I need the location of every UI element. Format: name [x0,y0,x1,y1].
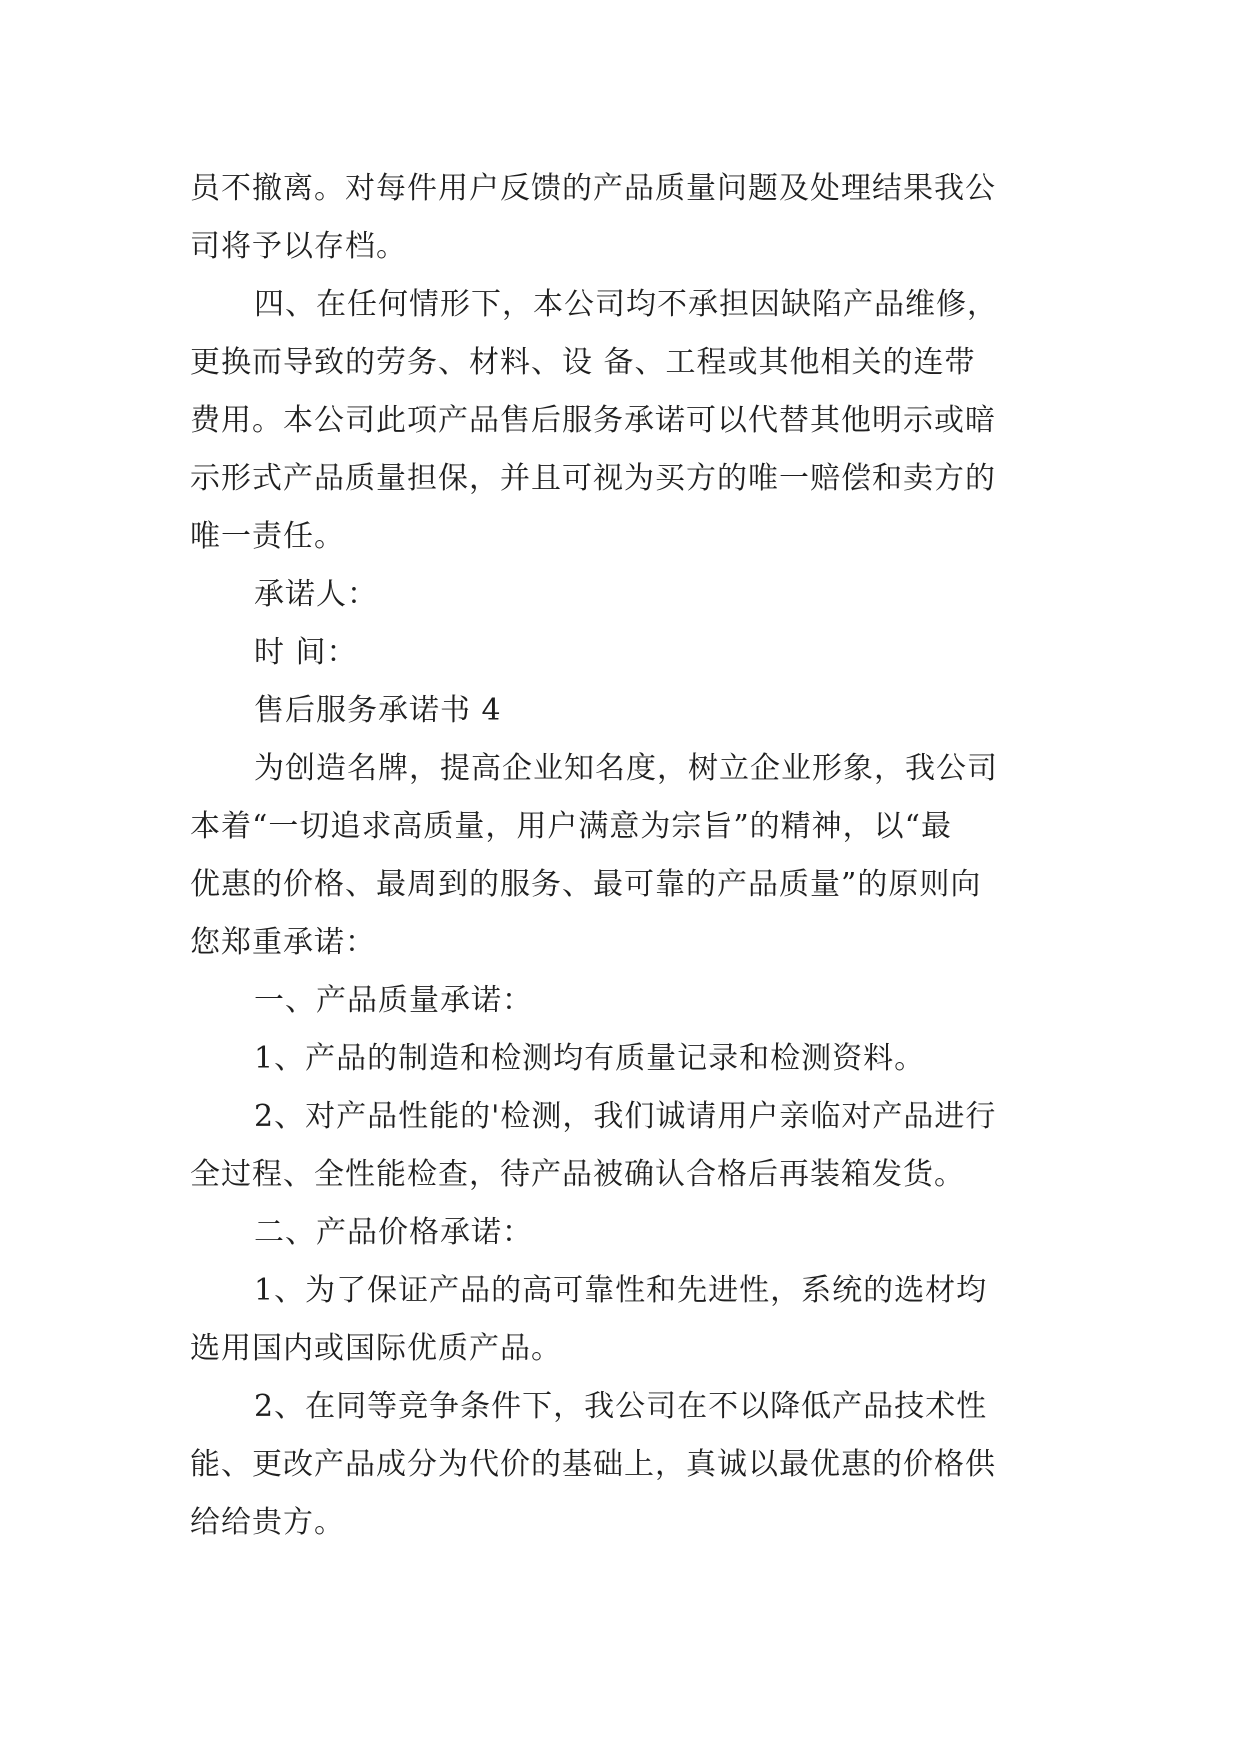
text-line: 本着“一切追求高质量，用户满意为宗旨”的精神，以“最 [190,809,953,844]
text-line: 您郑重承诺： [190,925,376,960]
text-line: 更换而导致的劳务、材料、设 备、工程或其他相关的连带 [190,345,976,380]
text-line: 四、在任何情形下，本公司均不承担因缺陷产品维修， [254,287,998,322]
text-line: 选用国内或国际优质产品。 [190,1331,562,1366]
text-line: 唯一责任。 [190,519,345,554]
text-line: 示形式产品质量担保，并且可视为买方的唯一赔偿和卖方的 [190,461,996,496]
text-line: 2、在同等竞争条件下，我公司在不以降低产品技术性 [254,1389,988,1424]
text-line: 为创造名牌，提高企业知名度，树立企业形象，我公司 [254,751,998,786]
text-line: 全过程、全性能检查，待产品被确认合格后再装箱发货。 [190,1157,965,1192]
text-line: 一、产品质量承诺： [254,983,533,1018]
text-line: 能、更改产品成分为代价的基础上，真诚以最优惠的价格供 [190,1447,996,1482]
text-line: 优惠的价格、最周到的服务、最可靠的产品质量”的原则向 [190,867,982,902]
text-line: 费用。本公司此项产品售后服务承诺可以代替其他明示或暗 [190,403,996,438]
text-line: 售后服务承诺书 4 [254,693,502,728]
text-line: 二、产品价格承诺： [254,1215,533,1250]
text-line: 员不撤离。对每件用户反馈的产品质量问题及处理结果我公 [190,171,996,206]
text-line: 给给贵方。 [190,1505,345,1540]
text-line: 1、为了保证产品的高可靠性和先进性，系统的选材均 [254,1273,988,1308]
text-line: 2、对产品性能的'检测，我们诚请用户亲临对产品进行 [254,1099,997,1134]
text-line: 司将予以存档。 [190,229,407,264]
text-line: 承诺人： [254,577,378,612]
text-line: 1、产品的制造和检测均有质量记录和检测资料。 [254,1041,926,1076]
document-body [190,160,1060,1552]
text-line: 时 间： [254,635,358,670]
